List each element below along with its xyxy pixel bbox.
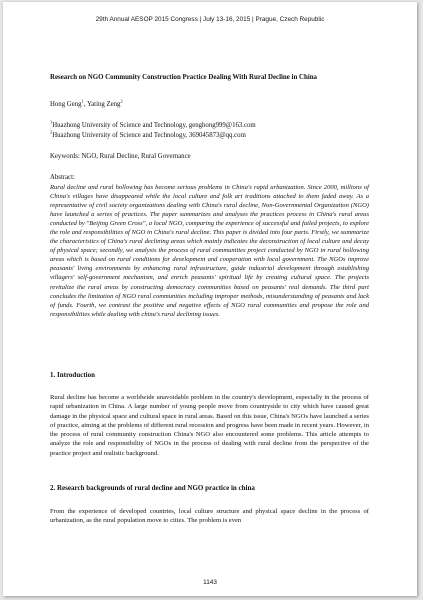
running-header: 29th Annual AESOP 2015 Congress | July 13-16, 2015 | Prague, Czech Republic [95, 16, 325, 23]
page-number: 1143 [203, 579, 217, 586]
affiliation-mark: 1 [50, 119, 53, 125]
section-heading-research-backgrounds: 2. Research backgrounds of rural decline and NGO practice in china [50, 484, 255, 492]
affiliation-text: Huazhong University of Science and Technology, 369045873@qq.com [52, 132, 246, 139]
section-paragraph: From the experience of developed countries, local culture structure and physical space decline in the process of urbanization, as the rural population move to cities. The problem is even [50, 508, 369, 525]
section-heading-introduction: 1. Introduction [50, 371, 95, 379]
affiliation-line [50, 129, 246, 139]
author-affiliation-mark: 1 [81, 98, 84, 104]
paper-page [3, 2, 417, 596]
author-name: Hong Geng [50, 101, 82, 108]
abstract-text: Rural decline and rural hollowing has become serious problems in China's rapid urbanization. Since 2000, millions of China's villages have disappeared while the local culture and folk art traditions attached to them faded away. As a representative of civil society organizations dealing with China's rural decline, Non-Governmental Organization (NGO) have launched a series of practices. The paper summarizes and analyses the practices process in China's rural areas conducted by "Beijing Green Cross", a local NGO, comparing the experience of successful and failed projects, to explore the role and responsibilities of NGO in China's rural decline. This paper is divided into four parts. Firstly, we summarize the characteristics of China's rural declining areas which mainly indicates the deconstruction of local culture and decay of physical space; secondly, we analysis the process of rural communities project conducted by NGO in rural hollowing areas which is based on rural conditions for development and cooperation with local government. The NGOs improve peasants' living environments by enhancing rural infrastructure, guide industrial development through establishing villagers' self-government mechanism, and enrich peasants' spiritual life by creating cultural space. The projects revitalize the rural areas by constructing democracy communities based on peasants' real demands. The third part concludes the limitation of NGO rural communities including improper methods, misunderstanding of peasants and lack of funds. Fourth, we contrast the positive and negative effects of NGO rural communities and propose the role and responsibilities while dealing with china's rural declining issues. [50, 184, 369, 318]
author-list: Hong Geng$^1$, Yating Zeng$^2$ [50, 98, 123, 108]
section-paragraph: Rural decline has become a worldwide unavoidable problem in the country's development, especially in the process of rapid urbanization in China. A large number of young people move from countryside to city which have caused great damage in the physical space and cultural space in rural areas. Based on this issue, China's NGOs have launched a series of practice, aiming at the problems of different rural recession and progress have been made in recent years. However, in the process of rural community construction China's NGO also encountered some problems. This article attempts to analyze the role and responsibility of NGOs in the process of dealing with rural decline from the perspective of the practice project and realistic background. [50, 394, 369, 457]
affiliation-text: Huazhong University of Science and Technology, genghong999@163.com [52, 122, 256, 129]
paper-title: Research on NGO Community Construction Practice Dealing With Rural Decline in China [50, 74, 318, 81]
author-affiliation-mark: 2 [120, 98, 123, 104]
author-name: Yating Zeng [86, 101, 121, 108]
affiliation-mark: 2 [50, 129, 53, 135]
keywords-line: Keywords: NGO, Rural Decline, Rural Governance [50, 153, 191, 160]
affiliation-line [50, 119, 256, 129]
abstract-label: Abstract: [50, 174, 75, 181]
